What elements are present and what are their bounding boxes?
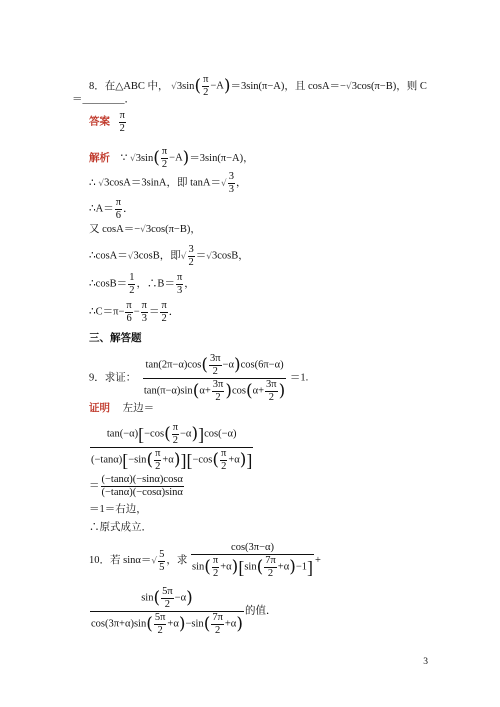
left-bracket: [	[138, 424, 145, 445]
analysis-line-2	[89, 171, 247, 196]
fraction	[264, 555, 277, 580]
q8-stem-a: 在△ABC 中，	[104, 80, 169, 92]
left-paren: (	[164, 424, 171, 445]
right-paren: )	[223, 76, 231, 97]
frac-den: 2	[172, 435, 178, 447]
analysis-label: 解析	[89, 152, 110, 164]
fraction	[209, 353, 222, 378]
right-paren: )	[186, 588, 193, 609]
frac-num: π	[115, 197, 122, 210]
sqrt-sign: √	[171, 81, 177, 92]
text: sin	[244, 561, 257, 573]
frac-num: 7π	[264, 555, 277, 568]
frac-den: 2	[119, 123, 125, 135]
text: 3sin	[135, 152, 154, 164]
frac-den: 2	[267, 568, 274, 580]
text: ，求	[166, 554, 188, 566]
fraction	[154, 448, 161, 473]
text: −1	[295, 561, 308, 573]
frac-den: 2	[221, 461, 227, 473]
fraction	[154, 612, 167, 637]
text: +α	[224, 618, 237, 630]
fraction	[202, 74, 209, 99]
text: ＝	[195, 250, 207, 262]
text: ＝1.	[289, 372, 309, 384]
numerator: cos(3π−α)	[191, 542, 314, 555]
text: ∴cosB＝	[89, 278, 128, 290]
text: −sin	[128, 454, 147, 466]
q8-stem-c: ＝3sin(π−A)，且 cosA＝−	[230, 80, 346, 92]
sqrt-sign: √	[127, 251, 134, 262]
frac-den: 3	[228, 184, 235, 196]
q8-minus-a: −A	[210, 80, 224, 92]
therefore-sign: ∴	[89, 177, 96, 189]
left-bracket: [	[186, 450, 193, 471]
text: 3cosB，	[212, 250, 249, 262]
text: sin	[192, 561, 205, 573]
text: α+	[199, 385, 211, 397]
frac-den: 2	[268, 392, 274, 404]
q9-big-fraction	[143, 353, 286, 404]
sqrt-sign: √	[129, 153, 136, 164]
text: cos	[231, 385, 246, 397]
sqrt-sign: √	[345, 81, 352, 92]
text: ∴cosA＝	[89, 250, 128, 262]
analysis-line-5	[89, 244, 249, 269]
text: ∴C＝π−	[89, 306, 125, 318]
frac-num: 5	[158, 549, 165, 562]
q10-line-2	[89, 586, 276, 637]
text: ∴A＝	[89, 203, 114, 215]
analysis-line-1	[89, 146, 254, 171]
fraction	[160, 300, 167, 325]
fraction	[212, 379, 225, 404]
analysis-line-6	[89, 272, 195, 297]
text: α+	[252, 385, 265, 397]
fraction	[176, 272, 183, 297]
right-paren: )	[182, 148, 190, 169]
answer-fraction	[119, 110, 126, 135]
q8-stem-line	[89, 74, 427, 99]
q10-number: 10．若 sinα＝	[89, 554, 152, 566]
text: 3cosB，即	[133, 250, 181, 262]
right-paren: )	[178, 614, 186, 635]
fraction	[188, 244, 195, 269]
denominator: (−tanα)(−cosα)sinα	[101, 487, 183, 499]
text: (−tanα)	[91, 454, 123, 466]
fraction	[161, 146, 168, 171]
proof-conclusion: ∴原式成立．	[89, 522, 152, 533]
text: ．	[168, 306, 180, 318]
proof-header	[89, 404, 154, 415]
analysis-line-3	[89, 197, 134, 222]
text: cos(6π−α)	[240, 359, 284, 371]
fraction	[141, 300, 148, 325]
frac-num: 3π	[265, 379, 278, 392]
sqrt-sign: √	[180, 251, 187, 262]
right-paren: )	[231, 557, 239, 578]
because-sign: ∵	[120, 152, 128, 164]
text: ＝3sin(π−A)，	[189, 152, 254, 164]
frac-den: 2	[129, 285, 135, 297]
proof-step-b	[89, 474, 185, 499]
text: −	[133, 306, 140, 318]
frac-den: 3	[176, 285, 183, 297]
fraction	[220, 448, 227, 473]
section-title: 三、解答题	[89, 333, 142, 344]
text: tan(2π−α)cos	[145, 359, 202, 371]
text: ，	[236, 177, 247, 189]
left-paren: (	[212, 450, 220, 471]
fraction	[172, 422, 179, 447]
left-paren: (	[153, 588, 161, 609]
q8-stem-b: 3sin	[176, 80, 195, 92]
fraction	[265, 379, 278, 404]
fraction	[125, 300, 132, 325]
proof-step-a	[89, 422, 254, 473]
frac-num: 7π	[211, 612, 224, 625]
q9-numerator	[143, 353, 286, 379]
frac-num: π	[119, 110, 126, 123]
frac-num: π	[212, 555, 219, 568]
text: 的值．	[244, 605, 277, 617]
right-paren: )	[239, 450, 247, 471]
frac-den: 2	[164, 599, 171, 611]
text: −cos	[144, 428, 165, 440]
answer-label: 答案	[89, 116, 110, 128]
text: ＝	[148, 306, 160, 318]
text: sin	[141, 592, 154, 604]
frac-den: 2	[157, 625, 163, 637]
frac-num: π	[160, 300, 167, 313]
frac-den: 2	[155, 461, 161, 473]
frac-num: 5π	[161, 586, 174, 599]
text: ，	[184, 278, 195, 290]
frac-den: 2	[212, 568, 219, 580]
frac-num: π	[202, 74, 209, 87]
q9-denominator	[143, 379, 286, 404]
frac-num: π	[141, 300, 148, 313]
denominator	[90, 448, 253, 473]
numerator	[90, 586, 244, 612]
frac-num: 1	[128, 272, 135, 285]
text: tan(−α)	[106, 428, 139, 440]
analysis-line-7	[89, 300, 179, 325]
q8-answer	[89, 110, 127, 135]
sqrt-sign: √	[98, 178, 105, 189]
right-bracket: ]	[246, 450, 253, 471]
sqrt-sign: √	[151, 556, 158, 567]
q8-stem-d: 3cos(π−B)，则 C	[351, 80, 427, 92]
left-paren: (	[146, 614, 153, 635]
right-paren: )	[289, 557, 296, 578]
text: −sin	[185, 618, 204, 630]
frac-den: 2	[203, 87, 209, 99]
q9-line	[89, 353, 308, 404]
fraction	[161, 586, 174, 611]
sqrt-sign: √	[140, 225, 146, 235]
fraction	[128, 272, 135, 297]
frac-num: π	[161, 146, 168, 159]
answer-blank[interactable]: ________	[82, 94, 125, 105]
text: +α	[228, 454, 240, 466]
proof-label: 证明	[89, 403, 110, 414]
frac-den: 6	[126, 313, 132, 325]
frac-num: 5π	[154, 612, 167, 625]
fraction	[115, 197, 122, 222]
left-paren: (	[245, 381, 253, 402]
right-paren: )	[191, 424, 199, 445]
text: −A	[169, 152, 183, 164]
frac-den: 2	[188, 257, 194, 269]
frac-num: 3π	[209, 353, 222, 366]
denominator	[191, 555, 314, 580]
text: 3cosA＝3sinA，即 tanA＝	[104, 177, 222, 189]
left-paren: (	[192, 381, 200, 402]
left-paren: (	[203, 614, 211, 635]
q10-expr-1	[191, 542, 314, 580]
frac-num: π	[220, 448, 227, 461]
frac-num: π	[125, 300, 132, 313]
analysis-line-4	[89, 225, 201, 236]
right-bracket: ]	[198, 424, 205, 445]
q8-stem-e: ＝	[72, 94, 83, 105]
text: −α	[180, 428, 192, 440]
sqrt-sign: √	[221, 178, 227, 189]
frac-den: 2	[212, 366, 218, 378]
frac-den: 2	[214, 625, 221, 637]
left-paren: (	[204, 557, 211, 578]
frac-num: π	[154, 448, 161, 461]
left-bracket: [	[122, 450, 129, 471]
text: tan(π−α)sin	[143, 385, 193, 397]
right-bracket: ]	[180, 450, 187, 471]
frac-den: 6	[115, 210, 122, 222]
text: 3cos(π−B)，	[145, 224, 201, 235]
left-bracket: [	[238, 557, 245, 578]
left-paren: (	[256, 557, 264, 578]
numerator: (−tanα)(−sinα)cosα	[101, 474, 184, 487]
text: cos(3π+α)sin	[91, 618, 147, 630]
proof-fraction-b	[101, 474, 184, 499]
q8-blank-line	[72, 95, 135, 106]
fraction	[228, 171, 235, 196]
proof-fraction-a	[90, 422, 253, 473]
right-paren: )	[278, 381, 286, 402]
text: +α	[162, 454, 174, 466]
frac-den: 2	[215, 392, 221, 404]
sqrt-sign: √	[206, 251, 213, 262]
proof-step-c: ＝1＝右边，	[89, 504, 147, 515]
frac-num: 3π	[212, 379, 225, 392]
right-paren: )	[173, 450, 181, 471]
plus-sign: +	[315, 554, 321, 566]
right-paren: )	[225, 381, 232, 402]
frac-den: 2	[161, 313, 167, 325]
text: 左边＝	[122, 403, 155, 414]
fraction	[212, 555, 219, 580]
frac-num: π	[172, 422, 179, 435]
text: ，∴B＝	[136, 278, 175, 290]
numerator	[90, 422, 253, 448]
right-paren: )	[233, 355, 241, 376]
text: −α	[174, 592, 187, 604]
left-paren: (	[201, 355, 208, 376]
text: ．	[123, 203, 134, 215]
q10-expr-2	[90, 586, 244, 637]
q8-number: 8．	[89, 80, 105, 92]
frac-den: 5	[159, 561, 165, 573]
left-paren: (	[146, 450, 154, 471]
right-paren: )	[236, 614, 243, 635]
frac-num: 3	[188, 244, 195, 257]
text: ＝	[89, 480, 100, 492]
text: +α	[220, 561, 232, 573]
q8-period: ．	[124, 94, 135, 105]
page-number: 3	[423, 657, 428, 667]
text: cos(−α)	[204, 428, 237, 440]
text: −α	[222, 359, 234, 371]
q10-line-1	[89, 542, 321, 580]
denominator	[90, 612, 244, 637]
fraction	[211, 612, 224, 637]
frac-num: π	[176, 272, 183, 285]
fraction	[158, 549, 165, 574]
frac-num: 3	[228, 171, 235, 184]
text: +α	[277, 561, 290, 573]
frac-den: 3	[141, 313, 147, 325]
right-bracket: ]	[307, 557, 314, 578]
q9-number: 9．求证：	[89, 372, 137, 384]
text: +α	[167, 618, 179, 630]
text: 又 cosA＝−	[89, 224, 141, 235]
left-paren: (	[194, 76, 202, 97]
text: −cos	[192, 454, 213, 466]
left-paren: (	[153, 148, 160, 169]
frac-den: 2	[161, 159, 168, 171]
